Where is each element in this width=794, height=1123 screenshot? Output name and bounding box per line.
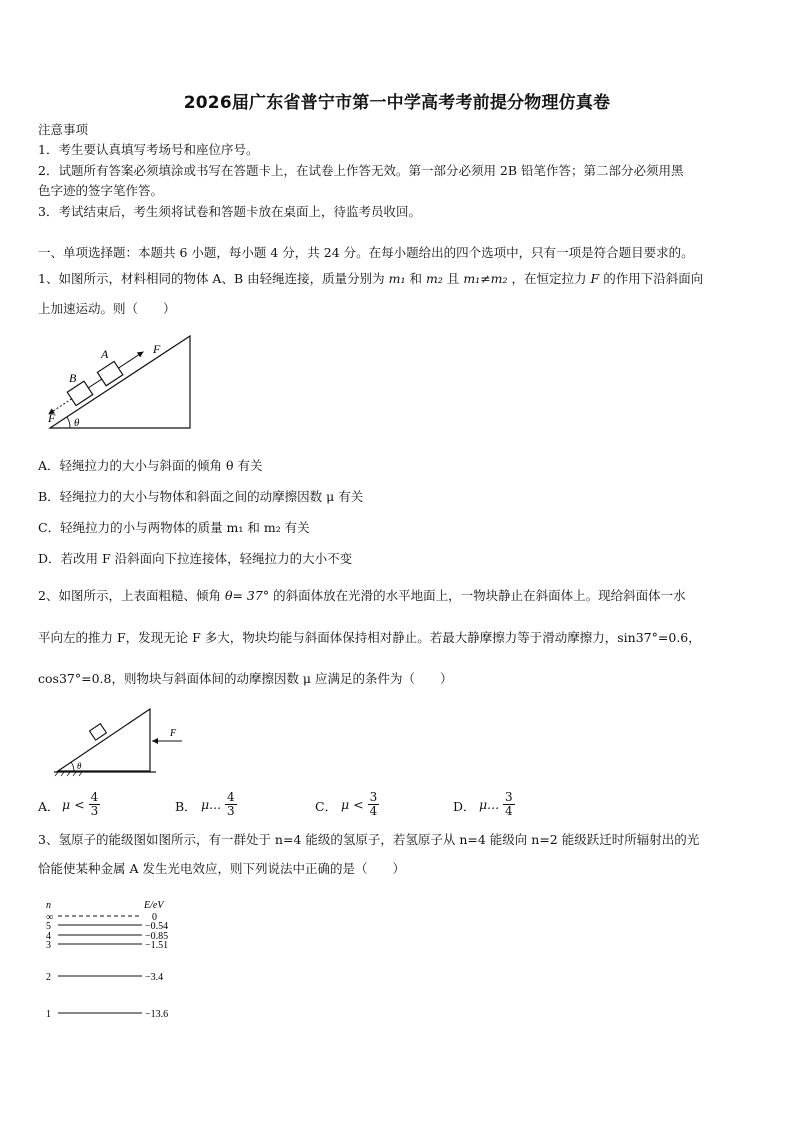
q2-opt-d-fraction: [503, 791, 515, 818]
level-energy-4: −3.4: [145, 972, 164, 983]
q2-opt-d-label: D．: [453, 799, 476, 814]
label-f-bottom: F: [48, 411, 56, 425]
q1-force: F: [590, 271, 600, 286]
q2-stem-line3: cos37°=0.8，则物块与斜面体间的动摩擦因数 μ 应满足的条件为（ ）: [38, 671, 453, 686]
q2-opt-b-fraction: [225, 791, 237, 818]
label-e: E/eV: [144, 900, 164, 911]
q2-opt-a-rel: μ <: [62, 796, 85, 812]
label-f: F: [170, 728, 177, 739]
label-a: A: [101, 347, 109, 361]
angle-arc: [71, 762, 74, 771]
q1-m2: m₂: [425, 271, 443, 286]
energy-levels: [46, 912, 168, 1020]
q1-incline-figure: [38, 330, 198, 435]
q1-text-d: 的作用下沿斜面向: [603, 271, 704, 286]
q2-incline-figure: [50, 703, 190, 778]
notice-item-3: 3．考试结束后，考生须将试卷和答题卡放在桌面上，待监考员收回。: [38, 204, 421, 219]
q1-cond: m₁≠m₂: [463, 271, 508, 286]
level-n-1: 5: [46, 921, 51, 932]
q3-energy-level-diagram: [40, 896, 200, 1026]
q2-opt-c-fraction: [368, 791, 380, 818]
section-heading: 一、单项选择题：本题共 6 小题，每小题 4 分，共 24 分。在每小题给出的四个选项中，只有一项是符合题目要求的。: [38, 245, 694, 260]
q2-opt-d-rel: μ...: [479, 796, 500, 812]
q2-opt-b-den: 3: [227, 803, 235, 818]
q2-text-a: 2、如图所示，上表面粗糙、倾角: [38, 588, 221, 603]
q1-text-c: ，在恒定拉力: [511, 271, 587, 286]
label-b: B: [69, 371, 77, 385]
q1-m1: m₁: [388, 271, 406, 286]
q1-text-b: 且: [446, 271, 460, 286]
q1-stem-line2: 上加速运动。则（ ）: [38, 301, 176, 316]
q3-stem-line1: 3、氢原子的能级图如图所示，有一群处于 n=4 能级的氢原子，若氢原子从 n=4 能级向 n=2 能级跃迁时所辐射出的光: [38, 832, 700, 847]
level-n-2: 4: [46, 931, 51, 942]
q2-opt-d-den: 4: [505, 803, 513, 818]
q2-angle: θ= 37°: [224, 588, 270, 603]
q1-option-a[interactable]: A．轻绳拉力的大小与斜面的倾角 θ 有关: [38, 458, 263, 473]
level-energy-5: −13.6: [145, 1009, 169, 1020]
q2-opt-b-label: B．: [175, 799, 197, 814]
level-n-0: ∞: [46, 912, 54, 923]
q1-and: 和: [409, 271, 422, 286]
page-title: 2026届广东省普宁市第一中学高考考前提分物理仿真卷: [183, 93, 611, 113]
q2-opt-a-den: 3: [90, 803, 99, 818]
level-n-5: 1: [46, 1009, 51, 1020]
q2-options-row: [38, 786, 758, 822]
label-theta: θ: [77, 761, 82, 771]
q2-opt-c-den: 4: [369, 803, 378, 818]
q2-opt-c-num: 3: [369, 789, 378, 804]
q2-opt-a-num: 4: [90, 789, 99, 804]
q2-opt-c-label: C．: [315, 799, 338, 814]
q2-opt-d-num: 3: [505, 789, 513, 804]
q1-stem-line1: [38, 272, 703, 286]
q2-stem-line2: 平向左的推力 F，发现无论 F 多大，物块均能与斜面体保持相对静止。若最大静摩擦力等于滑动摩擦力，sin37°=0.6，: [38, 630, 701, 645]
label-n: n: [46, 900, 51, 911]
q1-option-d[interactable]: D．若改用 F 沿斜面向下拉连接体，轻绳拉力的大小不变: [38, 551, 353, 566]
q2-stem-line1: [38, 589, 686, 603]
q1-text-a: 1、如图所示，材料相同的物体 A、B 由轻绳连接，质量分别为: [38, 271, 385, 286]
angle-arc: [67, 417, 70, 428]
incline-body: [58, 709, 150, 771]
q1-option-c[interactable]: C．轻绳拉力的小与两物体的质量 m₁ 和 m₂ 有关: [38, 520, 310, 535]
label-f-top: F: [153, 342, 161, 356]
level-n-4: 2: [46, 972, 51, 983]
q2-opt-b-rel: μ...: [201, 796, 222, 812]
q3-stem-line2: 恰能使某种金属 A 发生光电效应，则下列说法中正确的是（ ）: [38, 861, 405, 876]
level-n-3: 3: [46, 940, 51, 951]
notice-item-2-cont: 色字迹的签字笔作答。: [38, 183, 164, 198]
notice-heading: 注意事项: [38, 122, 89, 137]
level-energy-2: −0.85: [145, 931, 169, 942]
q2-opt-a-label: A．: [38, 799, 60, 814]
notice-item-1: 1．考生要认真填写考场号和座位序号。: [38, 142, 259, 157]
level-energy-1: −0.54: [145, 921, 169, 932]
rope: [88, 379, 101, 388]
small-block: [89, 724, 106, 740]
notice-item-2: 2．试题所有答案必须填涂或书写在答题卡上，在试卷上作答无效。第一部分必须用 2B 铅笔作答；第二部分必须用黑: [38, 163, 684, 178]
q2-opt-c-rel: μ <: [341, 796, 364, 812]
level-energy-0: 0: [152, 912, 157, 923]
q2-opt-a-fraction: [89, 791, 101, 818]
q2-opt-b-num: 4: [227, 789, 235, 804]
label-theta: θ: [74, 417, 80, 429]
q2-text-b: 的斜面体放在光滑的水平地面上，一物块静止在斜面体上。现给斜面体一水: [273, 588, 686, 603]
level-energy-3: −1.51: [145, 940, 169, 951]
q1-option-b[interactable]: B．轻绳拉力的大小与物体和斜面之间的动摩擦因数 μ 有关: [38, 489, 364, 504]
